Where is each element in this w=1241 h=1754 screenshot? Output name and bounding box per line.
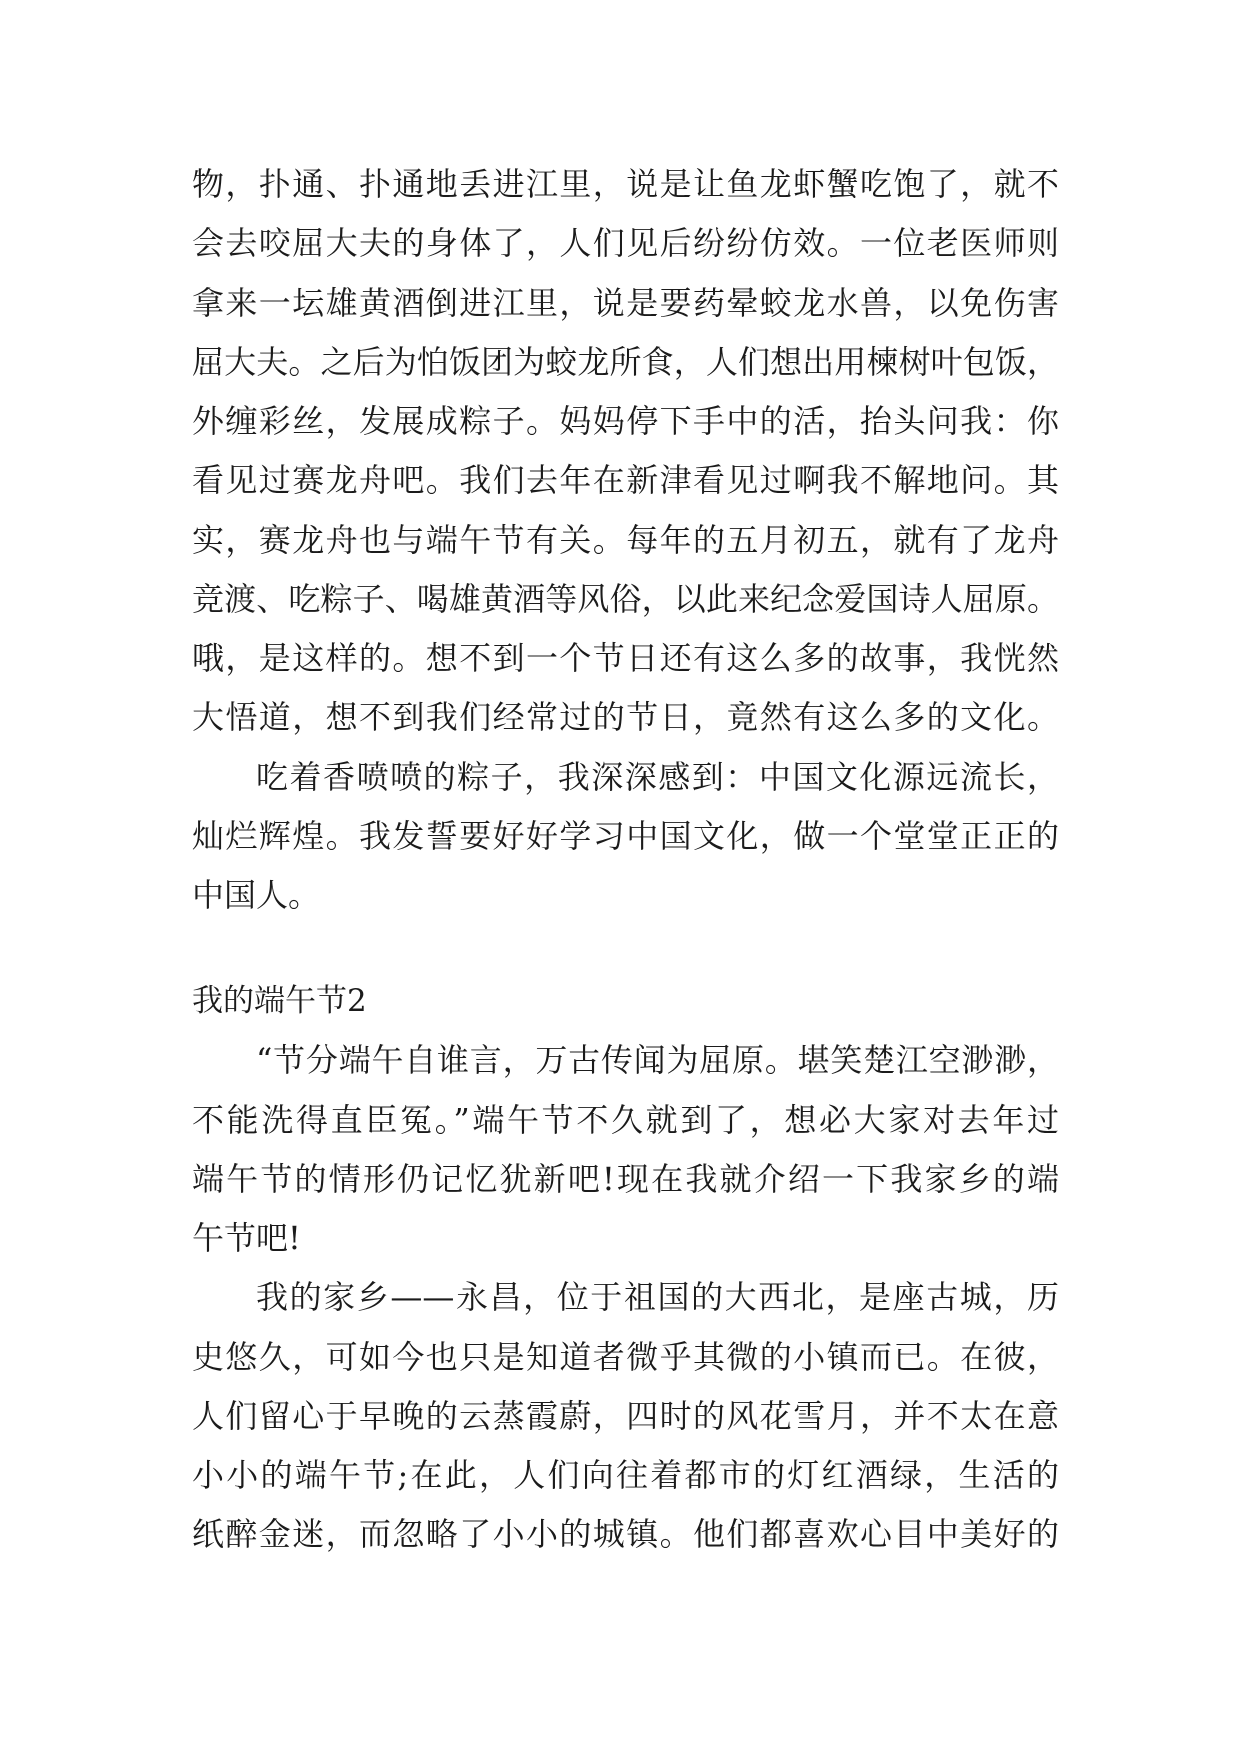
text-line: 端午节的情形仍记忆犹新吧!现在我就介绍一下我家乡的端	[192, 1159, 1059, 1198]
text-line: 人们留心于早晚的云蒸霞蔚，四时的风花雪月，并不太在意	[192, 1396, 1059, 1435]
text-line: 外缠彩丝，发展成粽子。妈妈停下手中的活，抬头问我：你	[192, 402, 1059, 440]
paragraph	[192, 1031, 1059, 1268]
text-line: 午节吧!	[192, 1219, 301, 1258]
text-line: 吃着香喷喷的粽子，我深深感到：中国文化源远流长，	[256, 757, 1059, 796]
paragraph	[192, 155, 1059, 748]
text-line: 灿烂辉煌。我发誓要好好学习中国文化，做一个堂堂正正的	[192, 816, 1059, 855]
text-line: “节分端午自谁言，万古传闻为屈原。堪笑楚江空渺渺，	[256, 1041, 1059, 1080]
paragraph	[192, 1268, 1059, 1564]
text-line: 中国人。	[192, 876, 321, 914]
text-line: 看见过赛龙舟吧。我们去年在新津看见过啊我不解地问。其	[192, 461, 1059, 500]
text-line: 竞渡、吃粽子、喝雄黄酒等风俗，以此来纪念爱国诗人屈原。	[192, 579, 1059, 618]
text-line: 纸醉金迷，而忽略了小小的城镇。他们都喜欢心目中美好的	[192, 1515, 1059, 1554]
text-line: 不能洗得直臣冤。”端午节不久就到了，想必大家对去年过	[192, 1100, 1059, 1139]
text-line: 哦，是这样的。想不到一个节日还有这么多的故事，我恍然	[192, 639, 1059, 677]
text-line: 屈大夫。之后为怕饭团为蛟龙所食，人们想出用楝树叶包饭，	[192, 342, 1059, 381]
text-line: 史悠久，可如今也只是知道者微乎其微的小镇而已。在彼，	[192, 1337, 1059, 1376]
text-line: 物，扑通、扑通地丢进江里，说是让鱼龙虾蟹吃饱了，就不	[192, 165, 1059, 203]
text-line: 我的家乡——永昌，位于祖国的大西北，是座古城，历	[256, 1278, 1059, 1317]
section-title: 我的端午节2	[192, 983, 367, 1020]
text-line: 大悟道，想不到我们经常过的节日，竟然有这么多的文化。	[192, 698, 1059, 737]
paragraph	[192, 748, 1059, 926]
text-line: 拿来一坛雄黄酒倒进江里，说是要药晕蛟龙水兽，以免伤害	[192, 283, 1059, 322]
blank-line	[192, 925, 1059, 972]
text-line: 实，赛龙舟也与端午节有关。每年的五月初五，就有了龙舟	[192, 520, 1059, 559]
document-body	[192, 155, 1059, 1565]
text-line: 会去咬屈大夫的身体了，人们见后纷纷仿效。一位老医师则	[192, 224, 1059, 263]
text-line: 小小的端午节;在此，人们向往着都市的灯红酒绿，生活的	[192, 1456, 1059, 1495]
